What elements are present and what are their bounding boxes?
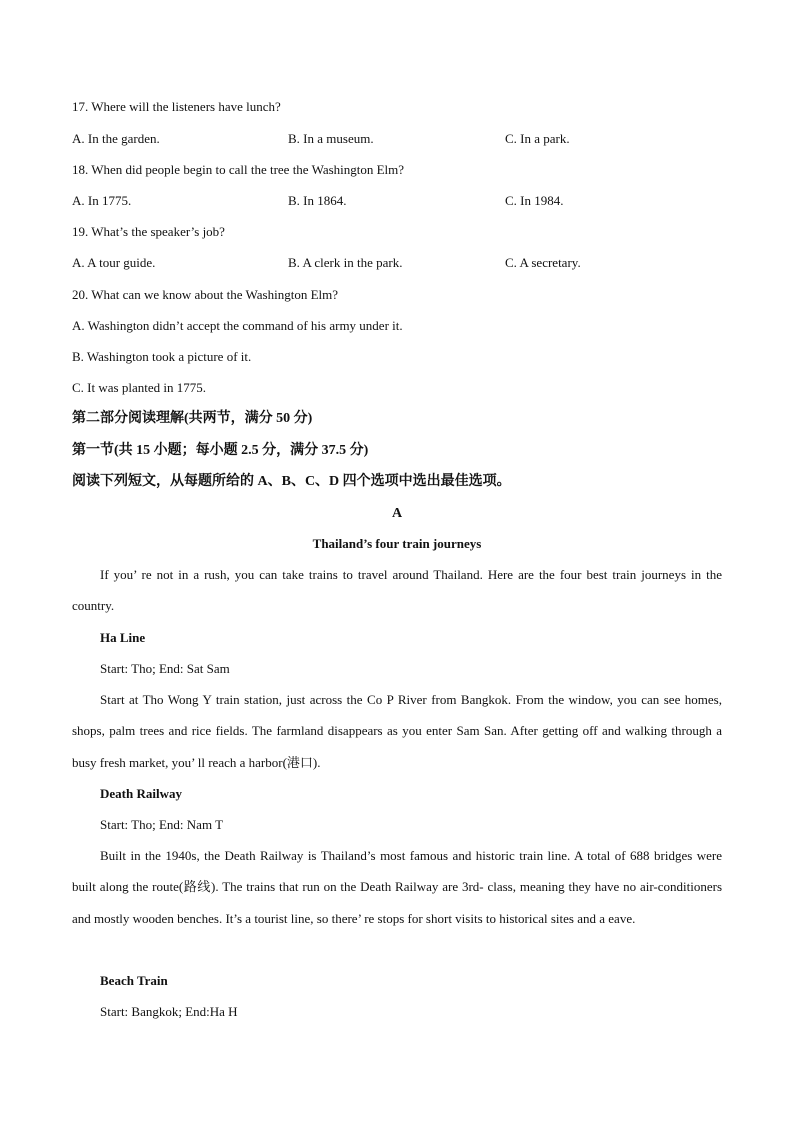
q18-option-b: B. In 1864.: [288, 193, 347, 208]
section-sub-title: 第一节(共 15 小题；每小题 2.5 分，满分 37.5 分): [72, 443, 369, 458]
q17-option-a: A. In the garden.: [72, 131, 160, 146]
question-19-stem: 19. What’s the speaker’s job?: [72, 224, 225, 239]
q19-option-b: B. A clerk in the park.: [288, 255, 403, 270]
line1-route: Start: Tho; End: Sat Sam: [100, 661, 230, 676]
line2-route: Start: Tho; End: Nam T: [100, 817, 224, 832]
passage-title: Thailand’s four train journeys: [312, 536, 482, 551]
question-20-stem: 20. What can we know about the Washington Elm?: [72, 287, 338, 302]
q17-option-c: C. In a park.: [505, 131, 570, 146]
q17-option-b: B. In a museum.: [288, 131, 374, 146]
line3-route: Start: Bangkok; End:Ha H: [100, 1004, 238, 1019]
line2-heading: Death Railway: [100, 786, 182, 801]
line3-heading: Beach Train: [100, 973, 168, 988]
q18-option-c: C. In 1984.: [505, 193, 564, 208]
line1-heading: Ha Line: [100, 630, 146, 645]
line1-text: Start at Tho Wong Y train station, just across the Co P River from Bangkok. From the window, you can see homes, shops, palm trees and rice fields. The farmland disappears as you enter Sam San. After getting off and walking through a busy fresh market, you’ ll reach a harbor(港口).: [72, 692, 722, 770]
line2-text: Built in the 1940s, the Death Railway is Thailand’s most famous and historic train line. A total of 688 bridges were built along the route(路线). The trains that run on the Death Railway are 3rd- class, meaning they have no air-conditioners and mostly wooden benches. It’s a tourist line, so there’ re stops for short visits to historical sites and a eave.: [72, 848, 722, 926]
passage-intro: If you’ re not in a rush, you can take trains to travel around Thailand. Here are the four best train journeys in the country.: [72, 567, 722, 614]
q18-option-a: A. In 1775.: [72, 193, 132, 208]
q20-option-b: B. Washington took a picture of it.: [72, 349, 252, 364]
section-instruction: 阅读下列短文，从每题所给的 A、B、C、D 四个选项中选出最佳选项。: [72, 474, 511, 489]
q20-option-a: A. Washington didn’t accept the command of his army under it.: [72, 318, 403, 333]
passage-letter: A: [391, 506, 403, 521]
section-part-title: 第二部分阅读理解(共两节，满分 50 分): [72, 411, 313, 426]
q19-option-c: C. A secretary.: [505, 255, 581, 270]
q20-option-c: C. It was planted in 1775.: [72, 380, 206, 395]
question-17-stem: 17. Where will the listeners have lunch?: [72, 99, 281, 114]
q19-option-a: A. A tour guide.: [72, 255, 156, 270]
question-18-stem: 18. When did people begin to call the tree the Washington Elm?: [72, 162, 405, 177]
